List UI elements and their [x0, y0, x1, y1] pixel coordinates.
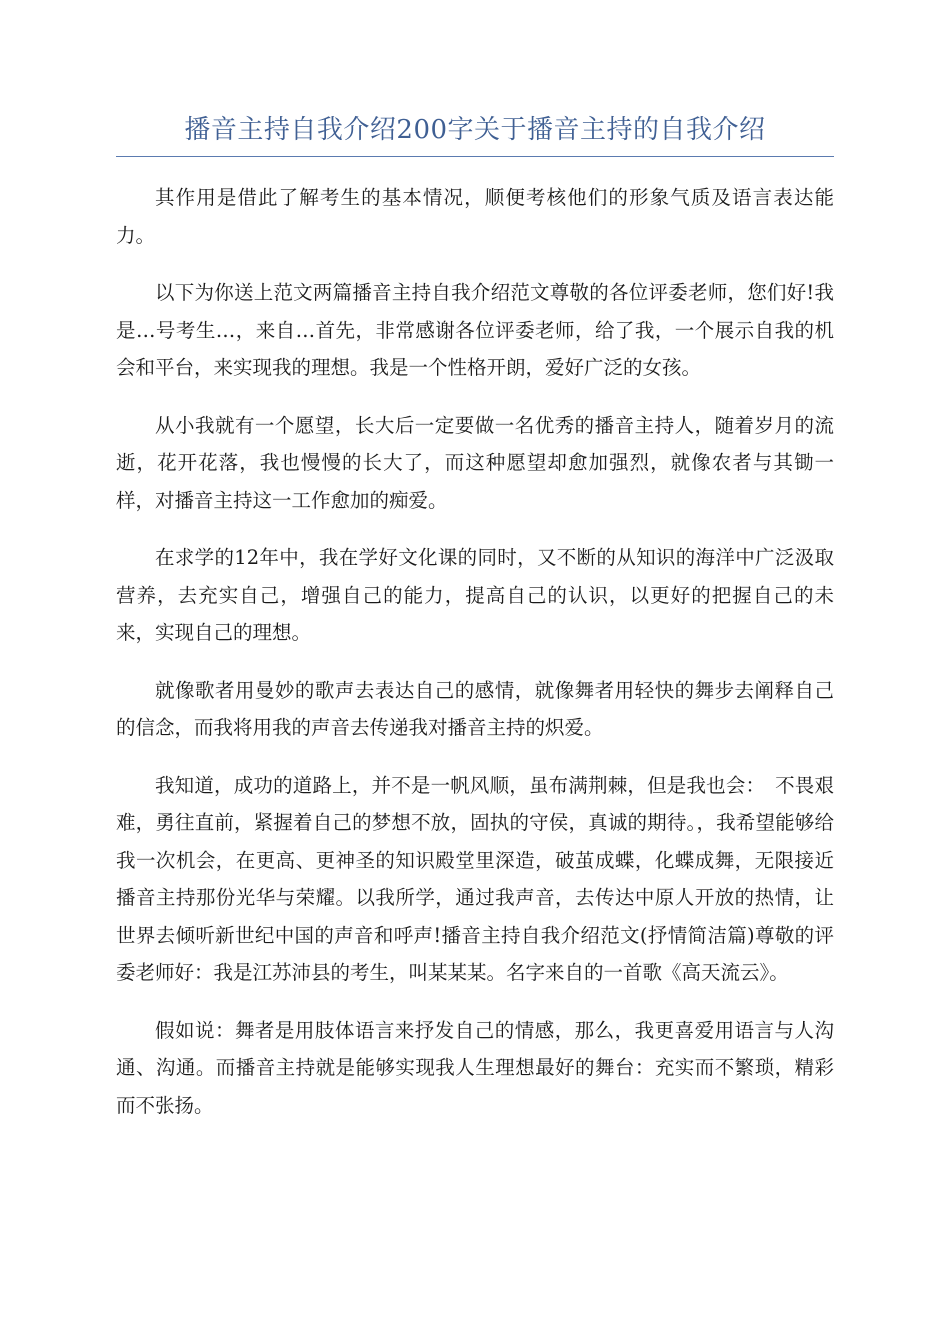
- paragraph-3: 从小我就有一个愿望，长大后一定要做一名优秀的播音主持人，随着岁月的流逝，花开花落，我也慢慢的长大了，而这种愿望却愈加强烈，就像农者与其锄一样，对播音主持这一工作愈加的痴爱。: [116, 413, 834, 512]
- paragraph-6: 我知道，成功的道路上，并不是一帆风顺，虽布满荆棘，但是我也会： 不畏艰难，勇往直前，紧握着自己的梦想不放，固执的守侯，真诚的期待。，我希望能够给我一次机会，在更高、更神圣的知识殿堂里深造，破茧成蝶，化蝶成舞，无限接近播音主持那份光华与荣耀。以我所学，通过我声音，去传达中原人开放的热情，让世界去倾听新世纪中国的声音和呼声!播音主持自我介绍范文(抒情简洁篇)尊敬的评委老师好：我是江苏沛县的考生，叫某某某。名字来自的一首歌《高天流云》。: [116, 773, 834, 984]
- document-page: [116, 108, 834, 1144]
- paragraph-5: 就像歌者用曼妙的歌声去表达自己的感情，就像舞者用轻快的舞步去阐释自己的信念，而我将用我的声音去传递我对播音主持的炽爱。: [116, 678, 834, 739]
- paragraph-1: 其作用是借此了解考生的基本情况，顺便考核他们的形象气质及语言表达能力。: [116, 186, 834, 247]
- paragraph-7: 假如说：舞者是用肢体语言来抒发自己的情感，那么，我更喜爱用语言与人沟通、沟通。而播音主持就是能够实现我人生理想最好的舞台：充实而不繁琐，精彩而不张扬。: [116, 1018, 834, 1117]
- document-body: [116, 179, 834, 1124]
- document-title: 播音主持自我介绍200字关于播音主持的自我介绍: [116, 108, 834, 157]
- paragraph-4: 在求学的12年中，我在学好文化课的同时，又不断的从知识的海洋中广泛汲取营养，去充实自己，增强自己的能力，提高自己的认识，以更好的把握自己的未来，实现自己的理想。: [116, 546, 834, 644]
- paragraph-2: 以下为你送上范文两篇播音主持自我介绍范文尊敬的各位评委老师，您们好!我是…号考生…，来自…首先，非常感谢各位评委老师，给了我，一个展示自我的机会和平台，来实现我的理想。我是一个性格开朗，爱好广泛的女孩。: [116, 281, 834, 379]
